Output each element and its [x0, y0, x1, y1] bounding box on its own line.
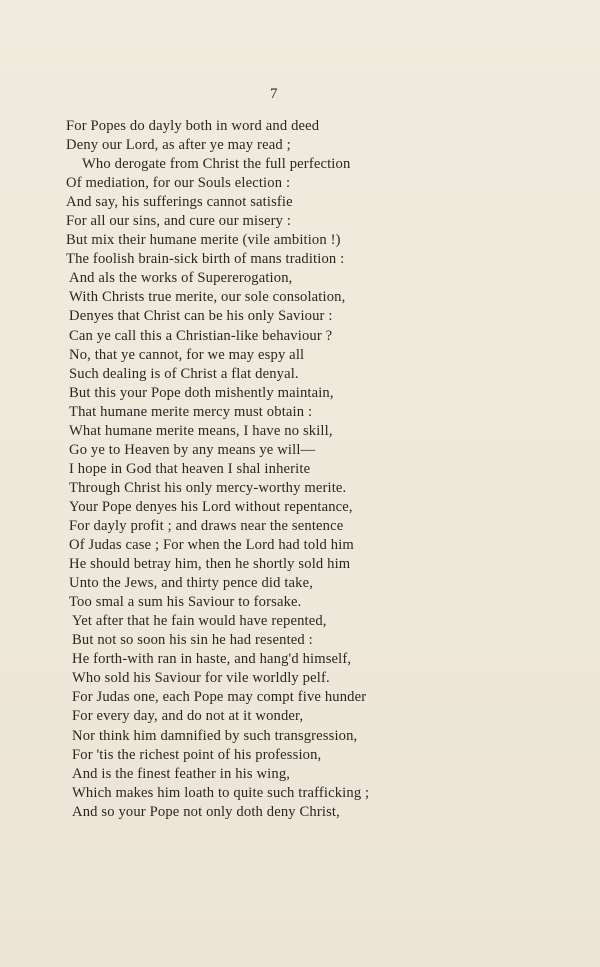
poem-line: And so your Pope not only doth deny Christ,	[72, 803, 340, 820]
poem-line: For dayly profit ; and draws near the sentence	[69, 517, 344, 534]
poem-line: And als the works of Supererogation,	[69, 270, 293, 287]
poem-line: Deny our Lord, as after ye may read ;	[66, 137, 291, 154]
poem-line: What humane merite means, I have no skill,	[69, 422, 333, 439]
poem-line: And is the finest feather in his wing,	[72, 765, 291, 782]
poem-line: For every day, and do not at it wonder,	[72, 708, 304, 725]
poem-line: Your Pope denyes his Lord without repentance,	[69, 498, 353, 515]
poem-line: Which makes him loath to quite such trafficking ;	[72, 784, 370, 801]
poem-line: For 'tis the richest point of his profession,	[72, 746, 322, 763]
poem-line: Denyes that Christ can be his only Saviour :	[69, 308, 333, 325]
poem-line: Can ye call this a Christian-like behaviour ?	[69, 327, 333, 344]
poem-line: Unto the Jews, and thirty pence did take,	[69, 575, 314, 592]
poem-text	[66, 117, 566, 822]
poem-line: But not so soon his sin he had resented :	[72, 632, 313, 649]
poem-line: Such dealing is of Christ a flat denyal.	[69, 365, 299, 382]
poem-line: No, that ye cannot, for we may espy all	[69, 346, 305, 363]
poem-line: Through Christ his only mercy-worthy merite.	[69, 479, 347, 496]
poem-line: For Judas one, each Pope may compt five hunder	[72, 689, 367, 706]
poem-line: He should betray him, then he shortly sold him	[69, 556, 351, 573]
poem-line: Of Judas case ; For when the Lord had told him	[69, 537, 354, 554]
poem-line: For all our sins, and cure our misery :	[66, 213, 292, 230]
poem-line: Nor think him damnified by such transgression,	[72, 727, 358, 744]
poem-line: With Christs true merite, our sole consolation,	[69, 289, 346, 306]
page-number: 7	[270, 86, 278, 102]
poem-line: Go ye to Heaven by any means ye will—	[69, 441, 316, 458]
poem-line: Who derogate from Christ the full perfection	[82, 156, 351, 173]
poem-line: But this your Pope doth mishently maintain,	[69, 384, 334, 401]
poem-line: He forth-with ran in haste, and hang'd himself,	[72, 651, 352, 668]
poem-line: But mix their humane merite (vile ambition !)	[66, 232, 341, 249]
poem-line: Too smal a sum his Saviour to forsake.	[69, 594, 302, 611]
poem-line: For Popes do dayly both in word and deed	[66, 118, 320, 134]
poem-line: Of mediation, for our Souls election :	[66, 175, 291, 192]
poem-line: Yet after that he fain would have repented,	[72, 613, 327, 630]
poem-line: That humane merite mercy must obtain :	[69, 403, 313, 420]
poem-line: I hope in God that heaven I shal inherite	[69, 460, 311, 477]
poem-line: And say, his sufferings cannot satisfie	[66, 194, 293, 211]
poem-line: Who sold his Saviour for vile worldly pelf.	[72, 670, 330, 687]
poem-line: The foolish brain-sick birth of mans tradition :	[66, 251, 345, 268]
